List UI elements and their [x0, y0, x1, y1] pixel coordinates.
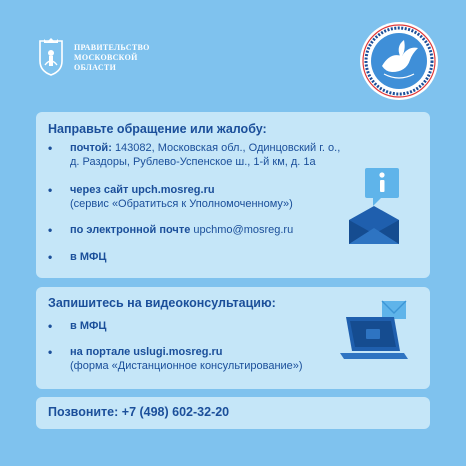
video-consult-title: Запишитесь на видеоконсультацию:	[48, 296, 276, 310]
complaint-title: Направьте обращение или жалобу:	[48, 122, 267, 136]
list-item-mail: • почтой: 143082, Московская обл., Одинцовский г. о., д. Раздоры, Рублево-Успенское ш., 1-й км, д. 1а	[48, 141, 348, 169]
email-label: по электронной почте	[70, 224, 191, 236]
title-line-3: ОБЛАСТИ	[74, 63, 117, 72]
mail-address-line2: д. Раздоры, Рублево-Успенское ш., 1-й км, д. 1а	[70, 156, 316, 168]
list-item-mfc: • в МФЦ	[48, 250, 107, 264]
government-title	[74, 43, 150, 73]
phone-text[interactable]: Позвоните: +7 (498) 602-32-20	[48, 405, 230, 419]
laptop-message-icon	[336, 295, 416, 369]
mfc-label: в МФЦ	[70, 251, 107, 263]
mail-label: почтой:	[70, 142, 112, 154]
list-item-website: • через сайт upch.mosreg.ru (сервис «Обратиться к Уполномоченному»)	[48, 183, 348, 211]
envelope-info-icon	[341, 164, 407, 250]
portal-label[interactable]: на портале uslugi.mosreg.ru	[70, 346, 223, 358]
mail-address-line1: 143082, Московская обл., Одинцовский г. о.,	[114, 142, 341, 154]
title-line-2: МОСКОВСКОЙ	[74, 53, 138, 62]
email-address[interactable]: upchmo@mosreg.ru	[193, 224, 294, 236]
mfc-video-label: в МФЦ	[70, 320, 107, 332]
complaint-card	[36, 112, 430, 278]
phone-card	[36, 397, 430, 429]
list-item-portal: • на портале uslugi.mosreg.ru (форма «Дистанционное консультирование»)	[48, 345, 348, 373]
website-label[interactable]: через сайт upch.mosreg.ru	[70, 184, 215, 196]
ombudsman-emblem	[360, 22, 438, 100]
dove-emblem-icon	[360, 22, 438, 100]
title-line-1: ПРАВИТЕЛЬСТВО	[74, 43, 150, 52]
website-service: (сервис «Обратиться к Уполномоченному»)	[70, 198, 293, 210]
list-item-mfc-video: • в МФЦ	[48, 319, 107, 333]
portal-form: (форма «Дистанционное консультирование»)	[70, 360, 303, 372]
list-item-email: • по электронной почте upchmo@mosreg.ru	[48, 223, 294, 237]
coat-of-arms-icon	[36, 37, 66, 77]
video-consult-card	[36, 287, 430, 389]
